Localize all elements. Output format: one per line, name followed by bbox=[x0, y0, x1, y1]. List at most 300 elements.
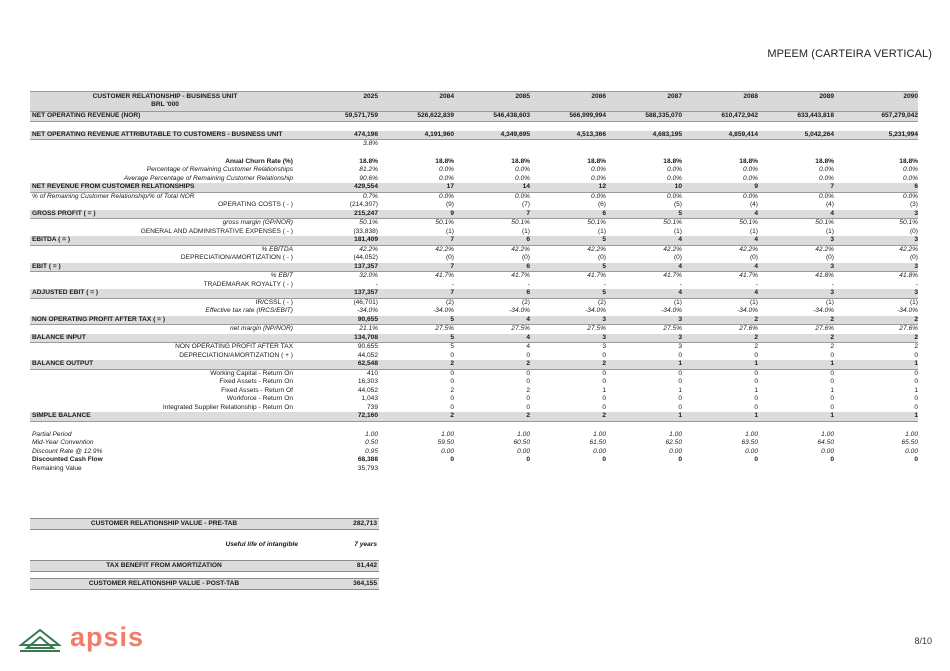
table-row bbox=[30, 263, 918, 273]
row-value: 3 bbox=[914, 236, 918, 243]
row-value: (4) bbox=[749, 201, 758, 208]
row-value: 42.2% bbox=[359, 245, 378, 253]
row-value: 7 bbox=[526, 209, 530, 217]
row-value: 0.7% bbox=[362, 192, 378, 200]
table-row bbox=[30, 112, 918, 122]
row-value: 42.2% bbox=[435, 245, 454, 253]
row-value: (214,307) bbox=[349, 201, 378, 208]
row-value: 0 bbox=[602, 403, 606, 411]
row-value: 610,472,942 bbox=[721, 112, 758, 119]
row-value: 0 bbox=[450, 351, 454, 359]
row-value: (0) bbox=[909, 254, 918, 261]
row-value: 62.50 bbox=[665, 439, 682, 446]
summary-row bbox=[30, 540, 379, 550]
summary-label: TAX BENEFIT FROM AMORTIZATION bbox=[106, 562, 222, 569]
row-label: DEPRECIATION/AMORTIZATION ( + ) bbox=[179, 351, 293, 359]
row-value: 0 bbox=[830, 378, 834, 385]
row-value: 3 bbox=[914, 262, 918, 270]
row-value: 3 bbox=[678, 343, 682, 350]
row-value: 0 bbox=[450, 395, 454, 402]
row-value: 3.8% bbox=[362, 140, 378, 147]
row-spacer bbox=[30, 122, 918, 131]
row-value: 2 bbox=[914, 315, 918, 323]
row-value: 215,247 bbox=[354, 209, 378, 217]
row-label: Fixed Assets - Return Of bbox=[221, 386, 293, 394]
row-value: 0 bbox=[678, 351, 682, 359]
row-value: 18.8% bbox=[359, 157, 378, 165]
row-value: 0.0% bbox=[902, 192, 918, 200]
row-value: 1.00 bbox=[441, 430, 454, 438]
table-row bbox=[30, 378, 918, 387]
row-value: 0.0% bbox=[590, 166, 606, 173]
table-row bbox=[30, 404, 918, 413]
row-value: - bbox=[451, 280, 454, 288]
row-value: (0) bbox=[749, 254, 758, 261]
row-value: 27.5% bbox=[435, 325, 454, 332]
row-value: 50.1% bbox=[899, 219, 918, 226]
row-value: 1 bbox=[914, 360, 918, 367]
table-row bbox=[30, 272, 918, 281]
row-value: 42.2% bbox=[587, 245, 606, 253]
row-value: 474,196 bbox=[354, 130, 378, 138]
row-value: 27.6% bbox=[899, 325, 918, 332]
row-value: 5 bbox=[678, 209, 682, 217]
summary-value: 81,442 bbox=[356, 562, 377, 569]
row-value: 42.2% bbox=[739, 245, 758, 253]
summary-row bbox=[30, 578, 379, 590]
row-value: 0.0% bbox=[438, 192, 454, 200]
table-row bbox=[30, 140, 918, 149]
row-value: 0.95 bbox=[365, 447, 378, 455]
row-value: 3 bbox=[914, 289, 918, 296]
row-value: 739 bbox=[366, 403, 378, 411]
row-value: 41.8% bbox=[815, 272, 834, 279]
row-value: 44,052 bbox=[357, 386, 378, 394]
table-row bbox=[30, 316, 918, 326]
row-value: 0.0% bbox=[438, 166, 454, 173]
table-row bbox=[30, 431, 918, 440]
row-value: (9) bbox=[445, 201, 454, 208]
table-row bbox=[30, 228, 918, 237]
row-value: 3 bbox=[602, 333, 606, 341]
row-value: 65.50 bbox=[901, 439, 918, 446]
row-label: gross margin (GP/NOR) bbox=[222, 219, 293, 226]
row-label: Mid-Year Convention bbox=[32, 439, 94, 446]
row-value: 2 bbox=[914, 343, 918, 350]
summary-value: 364,155 bbox=[353, 580, 377, 587]
row-value: -34.0% bbox=[897, 307, 918, 314]
row-value: 21.1% bbox=[359, 325, 378, 332]
row-value: 0 bbox=[526, 395, 530, 402]
row-value: 3 bbox=[602, 343, 606, 350]
row-label: Effective tax rate (IRCS/EBIT) bbox=[205, 307, 293, 314]
row-value: 0 bbox=[754, 395, 758, 402]
row-value: 0 bbox=[754, 369, 758, 377]
header-year: 2090 bbox=[903, 93, 918, 100]
row-value: 0 bbox=[602, 395, 606, 402]
row-value: 0 bbox=[754, 351, 758, 359]
row-value: 410 bbox=[366, 369, 378, 377]
row-value: 44,052 bbox=[357, 351, 378, 359]
row-value: 0 bbox=[830, 395, 834, 402]
row-value: 2 bbox=[754, 333, 758, 341]
row-spacer bbox=[30, 422, 918, 431]
row-value: 0 bbox=[678, 369, 682, 377]
row-value: 5 bbox=[602, 289, 606, 296]
row-value: 0.00 bbox=[745, 447, 758, 455]
row-value: 4 bbox=[754, 289, 758, 296]
row-value: 0.0% bbox=[902, 166, 918, 173]
table-row bbox=[30, 246, 918, 255]
row-value: 41.8% bbox=[899, 272, 918, 279]
row-value: 1 bbox=[754, 360, 758, 367]
row-value: 4,683,195 bbox=[652, 130, 682, 138]
row-value: 2 bbox=[450, 412, 454, 419]
row-value: 0 bbox=[526, 378, 530, 385]
row-value: 3 bbox=[830, 289, 834, 296]
row-value: -34.0% bbox=[585, 307, 606, 314]
row-value: (0) bbox=[673, 254, 682, 261]
row-value: 4 bbox=[754, 236, 758, 243]
row-value: 3 bbox=[678, 333, 682, 341]
row-value: 90.6% bbox=[359, 174, 378, 182]
row-value: 41.7% bbox=[511, 272, 530, 279]
table-row bbox=[30, 439, 918, 448]
row-label: SIMPLE BALANCE bbox=[32, 412, 91, 419]
row-value: 134,708 bbox=[354, 333, 378, 341]
row-label: Discounted Cash Flow bbox=[32, 456, 103, 463]
row-value: (0) bbox=[909, 227, 918, 235]
row-value: 137,357 bbox=[354, 289, 378, 296]
row-value: 61.50 bbox=[589, 439, 606, 446]
summary-label: CUSTOMER RELATIONSHIP VALUE - POST-TAB bbox=[88, 580, 240, 587]
row-label: DEPRECIATION/AMORTIZATION ( - ) bbox=[180, 254, 293, 261]
row-value: 32.0% bbox=[359, 272, 378, 279]
row-value: 4 bbox=[526, 343, 530, 350]
row-value: 5 bbox=[450, 343, 454, 350]
row-value: (7) bbox=[521, 201, 530, 208]
row-value: 2 bbox=[526, 360, 530, 367]
row-value: 17 bbox=[446, 183, 454, 190]
row-value: 5 bbox=[450, 315, 454, 323]
table-row bbox=[30, 343, 918, 352]
row-value: 0 bbox=[830, 403, 834, 411]
row-value: 5,042,264 bbox=[804, 130, 834, 138]
row-value: 4,191,960 bbox=[424, 130, 454, 138]
row-value: 0 bbox=[678, 403, 682, 411]
row-label: GROSS PROFIT ( = ) bbox=[32, 209, 96, 217]
header-year: 2025 bbox=[363, 93, 378, 100]
summary-label: CUSTOMER RELATIONSHIP VALUE - PRE-TAB bbox=[90, 520, 238, 527]
table-row bbox=[30, 299, 918, 308]
row-label: Integrated Supplier Relationship - Return On bbox=[162, 403, 293, 411]
row-value: 0.00 bbox=[593, 447, 606, 455]
header-label: CUSTOMER RELATIONSHIP - BUSINESS UNIT bbox=[92, 93, 238, 100]
row-value: (1) bbox=[825, 298, 834, 306]
row-label: GENERAL AND ADMINISTRATIVE EXPENSES ( - ) bbox=[140, 227, 293, 235]
row-value: 1 bbox=[678, 412, 682, 419]
row-value: 0 bbox=[450, 403, 454, 411]
row-label: ADJUSTED EBIT ( = ) bbox=[32, 289, 99, 296]
row-value: 0.0% bbox=[818, 166, 834, 173]
header-year: 2087 bbox=[667, 93, 682, 100]
table-row bbox=[30, 183, 918, 193]
row-value: 657,279,042 bbox=[881, 112, 918, 119]
row-value: 0 bbox=[450, 378, 454, 385]
row-value: 4 bbox=[678, 289, 682, 296]
row-value: (0) bbox=[445, 254, 454, 261]
row-value: 0.0% bbox=[590, 174, 606, 182]
row-value: 9 bbox=[754, 183, 758, 190]
row-value: 0.0% bbox=[818, 192, 834, 200]
row-value: 0 bbox=[914, 456, 918, 463]
row-label: Remaining Value bbox=[32, 464, 82, 472]
row-value: 0.0% bbox=[818, 174, 834, 182]
table-row bbox=[30, 210, 918, 220]
row-value: 0.0% bbox=[514, 192, 530, 200]
row-value: 1 bbox=[678, 386, 682, 394]
row-value: 1.00 bbox=[821, 430, 834, 438]
row-value: 2 bbox=[602, 412, 606, 419]
row-value: (1) bbox=[749, 227, 758, 235]
row-value: -34.0% bbox=[357, 307, 378, 314]
row-value: 9 bbox=[450, 209, 454, 217]
row-value: 0 bbox=[830, 369, 834, 377]
row-value: 0.00 bbox=[821, 447, 834, 455]
table-row bbox=[30, 193, 918, 202]
row-value: (44,052) bbox=[353, 254, 378, 261]
row-label: NET OPERATING REVENUE ATTRIBUTABLE TO CUSTOMERS - BUSINESS UNIT bbox=[32, 130, 283, 138]
row-value: 4 bbox=[754, 209, 758, 217]
row-value: 0 bbox=[678, 378, 682, 385]
row-label: EBIT ( = ) bbox=[32, 262, 61, 270]
row-value: 2 bbox=[914, 333, 918, 341]
row-value: 41.7% bbox=[587, 272, 606, 279]
row-value: 50.1% bbox=[663, 219, 682, 226]
row-label: BALANCE OUTPUT bbox=[32, 360, 94, 367]
row-value: 137,357 bbox=[354, 262, 378, 270]
logo-mark-icon bbox=[18, 622, 68, 652]
header-currency: BRL '000 bbox=[151, 101, 179, 108]
row-value: 59.50 bbox=[437, 439, 454, 446]
row-label: TRADEMARAK ROYALTY ( - ) bbox=[203, 280, 293, 288]
row-value: 1.00 bbox=[593, 430, 606, 438]
row-value: (2) bbox=[445, 298, 454, 306]
row-value: 1 bbox=[914, 412, 918, 419]
table-header bbox=[30, 91, 918, 112]
table-row bbox=[30, 307, 918, 316]
row-value: 27.6% bbox=[815, 325, 834, 332]
row-value: 18.8% bbox=[899, 157, 918, 165]
row-value: 6 bbox=[914, 183, 918, 190]
row-value: 2 bbox=[450, 386, 454, 394]
row-value: - bbox=[755, 280, 758, 288]
row-value: 6 bbox=[526, 289, 530, 296]
row-value: 0 bbox=[526, 403, 530, 411]
row-value: 4,513,366 bbox=[576, 130, 606, 138]
row-value: 27.5% bbox=[511, 325, 530, 332]
row-value: 50.1% bbox=[359, 219, 378, 226]
row-value: 18.8% bbox=[511, 157, 530, 165]
row-value: 0 bbox=[914, 403, 918, 411]
table-row bbox=[30, 219, 918, 228]
row-label: NON OPERATING PROFIT AFTER TAX bbox=[175, 343, 293, 350]
header-year: 2085 bbox=[515, 93, 530, 100]
header-year: 2086 bbox=[591, 93, 606, 100]
header-year: 2088 bbox=[743, 93, 758, 100]
row-value: 0 bbox=[450, 456, 454, 463]
row-label: IR/CSSL ( - ) bbox=[255, 298, 293, 306]
row-value: 64.50 bbox=[817, 439, 834, 446]
row-value: 2 bbox=[526, 412, 530, 419]
table-row bbox=[30, 360, 918, 370]
row-value: 588,335,070 bbox=[645, 112, 682, 119]
row-value: 3 bbox=[830, 262, 834, 270]
row-spacer bbox=[30, 149, 918, 158]
row-value: 0 bbox=[914, 369, 918, 377]
row-value: 1,043 bbox=[361, 395, 378, 402]
row-value: 0 bbox=[602, 456, 606, 463]
row-value: 0.50 bbox=[365, 439, 378, 446]
row-value: 546,438,603 bbox=[493, 112, 530, 119]
row-value: 14 bbox=[522, 183, 530, 190]
row-value: - bbox=[915, 280, 918, 288]
row-value: 42.2% bbox=[815, 245, 834, 253]
row-value: 2 bbox=[830, 333, 834, 341]
row-value: 4,349,695 bbox=[500, 130, 530, 138]
row-value: 0 bbox=[678, 456, 682, 463]
row-value: 2 bbox=[830, 315, 834, 323]
dcf-table bbox=[30, 91, 918, 473]
row-value: 18.8% bbox=[815, 157, 834, 165]
row-value: 5 bbox=[450, 333, 454, 341]
row-value: 27.5% bbox=[587, 325, 606, 332]
row-value: 4 bbox=[678, 262, 682, 270]
row-value: 5,231,994 bbox=[888, 130, 918, 138]
row-value: 35,793 bbox=[357, 464, 378, 472]
row-value: (0) bbox=[597, 254, 606, 261]
row-value: 41.7% bbox=[435, 272, 454, 279]
table-row bbox=[30, 456, 918, 465]
row-value: (1) bbox=[521, 227, 530, 235]
row-value: 7 bbox=[450, 289, 454, 296]
row-value: 0 bbox=[754, 378, 758, 385]
row-label: NET REVENUE FROM CUSTOMER RELATIONSHIPS bbox=[32, 183, 195, 190]
row-label: Fixed Assets - Return On bbox=[219, 378, 293, 385]
row-value: 0 bbox=[602, 378, 606, 385]
row-value: -34.0% bbox=[509, 307, 530, 314]
row-value: 6 bbox=[526, 262, 530, 270]
row-label: % EBITDA bbox=[261, 245, 293, 253]
row-value: 0 bbox=[754, 403, 758, 411]
table-row bbox=[30, 370, 918, 379]
row-label: Partial Period bbox=[32, 430, 72, 438]
row-value: 4 bbox=[678, 236, 682, 243]
row-value: (3) bbox=[909, 201, 918, 208]
row-label: % of Remaining Customer Relationship/% of Total NOR bbox=[32, 192, 195, 200]
row-value: 0 bbox=[678, 395, 682, 402]
table-row bbox=[30, 448, 918, 457]
row-value: 50.1% bbox=[435, 219, 454, 226]
row-value: 3 bbox=[678, 315, 682, 323]
row-value: (0) bbox=[825, 254, 834, 261]
row-value: 0 bbox=[914, 351, 918, 359]
row-value: 4,859,414 bbox=[728, 130, 758, 138]
row-value: 1 bbox=[678, 360, 682, 367]
row-value: 0 bbox=[450, 369, 454, 377]
table-row bbox=[30, 254, 918, 263]
row-value: 0.0% bbox=[438, 174, 454, 182]
row-value: 0.0% bbox=[590, 192, 606, 200]
row-label: net margin (NP/NOR) bbox=[229, 325, 293, 332]
table-row bbox=[30, 166, 918, 175]
row-value: 7 bbox=[450, 236, 454, 243]
row-value: (46,701) bbox=[353, 298, 378, 306]
row-value: 18.8% bbox=[587, 157, 606, 165]
row-value: 50.1% bbox=[815, 219, 834, 226]
row-value: 10 bbox=[674, 183, 682, 190]
row-value: (5) bbox=[673, 201, 682, 208]
row-value: 18.8% bbox=[739, 157, 758, 165]
header-year: 2089 bbox=[819, 93, 834, 100]
row-label: NET OPERATING REVENUE (NOR) bbox=[32, 112, 141, 119]
row-value: 41.7% bbox=[739, 272, 758, 279]
row-value: 0.00 bbox=[441, 447, 454, 455]
row-value: 1 bbox=[914, 386, 918, 394]
row-label: NON OPERATING PROFIT AFTER TAX ( = ) bbox=[32, 315, 166, 323]
row-value: 42.2% bbox=[899, 245, 918, 253]
page-number: 8/10 bbox=[914, 636, 932, 646]
row-value: 6 bbox=[602, 209, 606, 217]
row-value: 6 bbox=[526, 236, 530, 243]
row-value: 1.00 bbox=[517, 430, 530, 438]
row-value: 1 bbox=[754, 386, 758, 394]
row-value: 41.7% bbox=[663, 272, 682, 279]
row-value: 0 bbox=[914, 378, 918, 385]
row-value: (4) bbox=[825, 201, 834, 208]
row-value: 27.6% bbox=[739, 325, 758, 332]
row-value: 0 bbox=[526, 351, 530, 359]
table-row bbox=[30, 334, 918, 344]
row-value: 0.0% bbox=[742, 166, 758, 173]
summary-value: 282,713 bbox=[353, 520, 377, 527]
row-value: 181,409 bbox=[354, 236, 378, 243]
table-row bbox=[30, 465, 918, 474]
logo-text: apsis bbox=[70, 622, 145, 652]
row-value: 0 bbox=[526, 369, 530, 377]
row-value: -34.0% bbox=[433, 307, 454, 314]
row-value: 59,571,759 bbox=[344, 112, 378, 119]
row-value: 0 bbox=[602, 351, 606, 359]
row-label: % EBIT bbox=[270, 272, 293, 279]
row-value: 0.0% bbox=[902, 174, 918, 182]
header-year: 2084 bbox=[439, 93, 454, 100]
row-value: (1) bbox=[445, 227, 454, 235]
row-value: 4 bbox=[830, 209, 834, 217]
row-value: 0 bbox=[602, 369, 606, 377]
row-value: -34.0% bbox=[661, 307, 682, 314]
row-value: 42.2% bbox=[663, 245, 682, 253]
row-value: 18.8% bbox=[435, 157, 454, 165]
table-row bbox=[30, 236, 918, 246]
row-value: 0 bbox=[526, 456, 530, 463]
row-value: 7 bbox=[450, 262, 454, 270]
table-row bbox=[30, 412, 918, 422]
row-value: 4 bbox=[526, 333, 530, 341]
row-label: Average Percentage of Remaining Customer Relationship bbox=[123, 174, 293, 182]
row-value: 0 bbox=[830, 456, 834, 463]
row-value: 0.0% bbox=[742, 174, 758, 182]
